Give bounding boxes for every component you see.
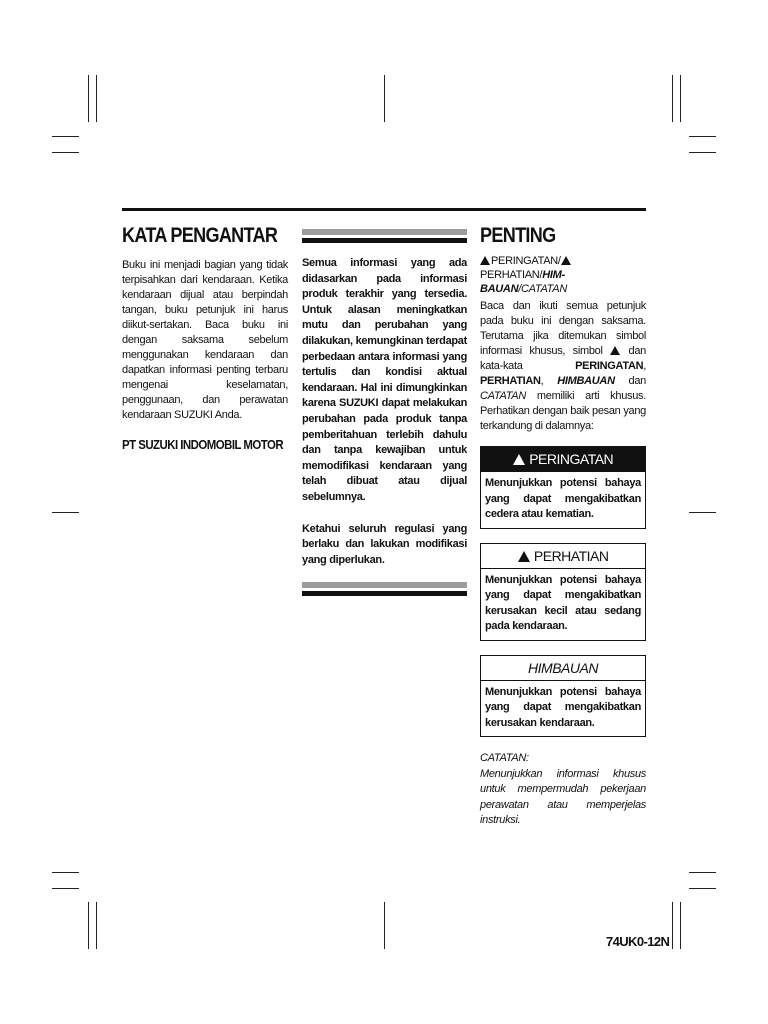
warning-triangle-icon xyxy=(513,454,525,465)
note-section xyxy=(480,751,646,829)
note-label: CATATAN: xyxy=(480,752,529,764)
notice-label: HIMBAUAN xyxy=(528,659,598,676)
warning-triangle-icon xyxy=(518,551,530,562)
page-code: 74UK0-12N xyxy=(606,934,670,949)
warning-triangle-icon xyxy=(561,256,571,265)
disclaimer-paragraph-1: Semua informasi yang ada didasarkan pada informasi produk terakhir yang tersedia. Untuk alasan meningkatkan mutu dan perubahan yang dilakukan, kemungkinan terdapat perbedaan antara informasi yang tertulis dan kondisi aktual kendaraan. Hal ini dimungkinkan karena SUZUKI dapat melakukan perubahan pada produk tanpa pemberitahuan terlebih dahulu dan tanpa kewajiban untuk memodifikasi kendaraan yang telah dibuat atau dijual sebelumnya. xyxy=(302,257,467,503)
disclaimer-paragraph-2: Ketahui seluruh regulasi yang berlaku dan lakukan modifikasi yang diperlukan. xyxy=(302,522,467,566)
top-rule xyxy=(122,208,646,211)
important-column xyxy=(480,222,646,829)
warning-box xyxy=(480,446,646,529)
foreword-column xyxy=(122,222,288,452)
important-title: PENTING xyxy=(480,224,556,247)
stripe-bottom-black xyxy=(302,591,467,596)
warning-box-header xyxy=(481,447,645,472)
stripe-top-black xyxy=(302,238,467,243)
company-name: PT SUZUKI INDOMOBIL MOTOR xyxy=(122,437,284,452)
foreword-body: Buku ini menjadi bagian yang tidak terpisahkan dari kendaraan. Ketika kendaraan dijual atau berpindah tangan, buku petunjuk ini harus diikut-sertakan. Baca buku ini dengan saksama sebelum menggunakan kendaraan dan dapatkan informasi penting terbaru mengenai keselamatan, penggunaan, dan perawatan kendaraan SUZUKI Anda. xyxy=(122,259,288,421)
warning-text: Menunjukkan potensi bahaya yang dapat mengakibatkan cedera atau kematian. xyxy=(485,477,641,520)
caution-box xyxy=(480,543,646,641)
notice-box xyxy=(480,655,646,738)
note-text: Menunjukkan informasi khusus untuk mempermudah pekerjaan perawatan atau memperjelas instruksi. xyxy=(480,767,646,827)
important-intro: Baca dan ikuti semua petunjuk pada buku ini dengan saksama. Terutama jika ditemukan simbol informasi khusus, simbol dan kata-kata PERINGATAN, PERHATIAN, HIMBAUAN dan CATATAN memiliki arti khusus. Perhatikan dengan baik pesan yang terkandung di dalamnya: xyxy=(480,300,646,432)
notice-box-header xyxy=(481,656,645,681)
warning-triangle-icon xyxy=(610,346,620,355)
caution-box-header xyxy=(481,544,645,569)
foreword-title: KATA PENGANTAR xyxy=(122,224,278,247)
signal-words-legend: PERINGATAN/PERHATIAN/HIM- BAUAN/CATATAN xyxy=(480,254,646,296)
caution-text: Menunjukkan potensi bahaya yang dapat mengakibatkan kerusakan kecil atau sedang pada kendaraan. xyxy=(485,573,641,632)
warning-triangle-icon xyxy=(480,256,490,265)
notice-text: Menunjukkan potensi bahaya yang dapat mengakibatkan kerusakan kendaraan. xyxy=(485,685,641,729)
caution-label: PERHATIAN xyxy=(533,547,609,564)
warning-label: PERINGATAN xyxy=(529,451,614,467)
disclaimer-column xyxy=(302,229,467,596)
